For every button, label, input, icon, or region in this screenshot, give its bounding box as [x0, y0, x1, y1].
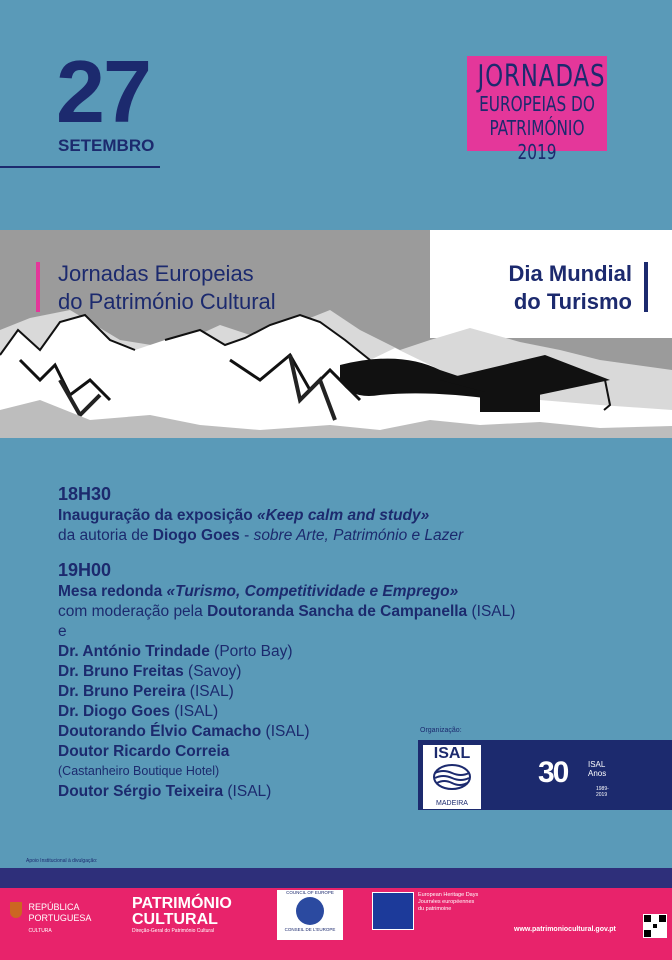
mountain-banner: [0, 230, 672, 438]
event-1-topic: sobre Arte, Património e Lazer: [253, 527, 464, 544]
organizer-panel: [418, 740, 672, 810]
speaker-name: Doutor Sérgio Teixeira: [58, 783, 224, 800]
event-2-title-text: Mesa redonda: [58, 583, 167, 600]
footer-navy-strip: [0, 868, 672, 888]
council-of-europe-logo: [277, 890, 343, 940]
rep-line-2: PORTUGUESA: [28, 913, 92, 923]
banner-title-left: [36, 260, 276, 316]
patrimonio-cultural-logo: [132, 896, 232, 935]
rep-line-1: REPÚBLICA: [28, 902, 80, 912]
support-label: Apoio Institucional à divulgação:: [26, 858, 98, 864]
speaker-item: [58, 682, 515, 702]
speaker-org: (ISAL): [169, 703, 219, 720]
event-1-dash: -: [239, 527, 254, 544]
european-heritage-days-icon: [372, 892, 414, 930]
rep-line-3: CULTURA: [28, 928, 52, 934]
speaker-item: [58, 662, 515, 682]
event-1-title: [58, 506, 515, 526]
waves-icon: [423, 763, 481, 791]
isal-logo: [422, 744, 482, 810]
badge-line-2: EUROPEIAS DO: [479, 92, 595, 116]
speaker-name: Dr. Bruno Pereira: [58, 683, 186, 700]
speaker-org: (Porto Bay): [209, 643, 293, 660]
event-2-moderator: [58, 602, 515, 622]
time-1900: 19H00: [58, 560, 112, 580]
anos-label: ISAL Anos: [588, 760, 607, 778]
speaker-item: [58, 642, 515, 662]
speaker-name: Doutorando Élvio Camacho: [58, 723, 262, 740]
pat-line-2: CULTURAL: [132, 911, 218, 928]
speaker-name: Dr. Bruno Freitas: [58, 663, 184, 680]
coe-stars-icon: [296, 897, 324, 925]
organizer-label: Organização:: [420, 727, 462, 734]
pat-subtitle: Direção-Geral do Património Cultural: [132, 928, 214, 934]
event-1-author-name: Diogo Goes: [152, 527, 240, 544]
event-2-theme: «Turismo, Competitividade e Emprego»: [166, 583, 459, 600]
ehd-line-2: Journées européennes: [418, 899, 475, 905]
speaker-org: (ISAL): [261, 723, 310, 740]
banner-left-line-1: Jornadas Europeias: [58, 261, 254, 286]
isal-logo-text: ISAL: [433, 745, 471, 762]
european-heritage-days-text: [418, 892, 478, 913]
speaker-name: Dr. António Trindade: [58, 643, 210, 660]
anos-years: 1989-2019: [596, 786, 609, 798]
and-separator: e: [58, 623, 67, 640]
date-divider: [0, 166, 160, 168]
speaker-org: (Savoy): [183, 663, 242, 680]
event-2-title: [58, 582, 515, 602]
isal-30-anos-logo: [538, 756, 609, 798]
date-day: 27: [56, 42, 150, 141]
banner-left-line-2: do Património Cultural: [58, 289, 276, 314]
badge-line-3: PATRIMÓNIO 2019: [489, 116, 585, 164]
moderator-name: Doutoranda Sancha de Campanella: [207, 603, 468, 620]
event-1-exhibition-name: «Keep calm and study»: [256, 507, 430, 524]
speaker-name: Dr. Diogo Goes: [58, 703, 170, 720]
isal-madeira-text: MADEIRA: [436, 800, 468, 807]
moderator-org: (ISAL): [467, 603, 516, 620]
time-1830: 18H30: [58, 484, 112, 504]
jornadas-badge-logo: [467, 56, 607, 164]
navy-accent-bar: [644, 262, 648, 312]
website-link[interactable]: www.patrimoniocultural.gov.pt: [514, 926, 616, 933]
badge-line-1: JORNADAS: [477, 59, 606, 94]
banner-title-right: [509, 260, 632, 316]
banner-right-line-2: do Turismo: [513, 289, 632, 314]
banner-right-line-1: Dia Mundial: [508, 261, 632, 286]
event-1-author: [58, 526, 515, 546]
speaker-name: Doutor Ricardo Correia: [58, 743, 230, 760]
speaker-item: [58, 702, 515, 722]
qr-code-icon: [643, 914, 667, 938]
event-1-title-text: Inauguração da exposição: [58, 507, 257, 524]
speaker-org: (ISAL): [223, 783, 272, 800]
anos-number: 30: [538, 756, 568, 789]
republica-portuguesa-logo: [10, 902, 91, 937]
pink-accent-bar: [36, 262, 40, 312]
footer-sponsors: [0, 868, 672, 960]
speaker-org-note: (Castanheiro Boutique Hotel): [58, 764, 220, 778]
ehd-line-3: du patrimoine: [418, 906, 452, 912]
ehd-line-1: European Heritage Days: [418, 892, 479, 898]
speaker-org: (ISAL): [185, 683, 234, 700]
shield-icon: [10, 902, 22, 918]
event-1-author-prefix: da autoria de: [58, 527, 153, 544]
date-month: SETEMBRO: [58, 136, 155, 155]
moderator-prefix: com moderação pela: [58, 603, 208, 620]
pat-line-1: PATRIMÓNIO: [132, 895, 232, 912]
coe-top-text: COUNCIL OF EUROPE: [286, 890, 334, 895]
coe-bottom-text: CONSEIL DE L'EUROPE: [284, 927, 336, 932]
